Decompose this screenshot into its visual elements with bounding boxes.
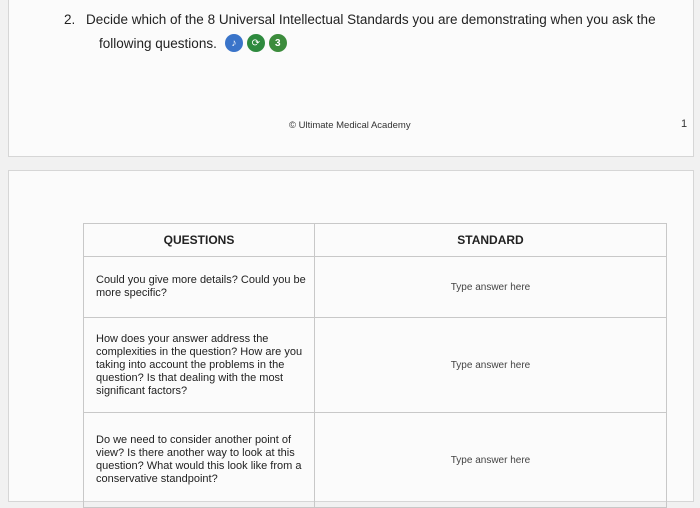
question-number: 2. [64,12,76,27]
page-1 [8,0,694,157]
question-text-2: following questions. [99,35,217,51]
question-cell: Could you give more details? Could you be more specific? [84,257,315,318]
question-text: Decide which of the 8 Universal Intellectual Standards you are demonstrating when you ask the [86,12,656,27]
table-row [84,257,667,318]
table-header-row [84,224,667,257]
answer-field[interactable]: Type answer here [315,257,667,318]
page-number: 1 [681,118,688,130]
table-row [84,318,667,413]
table-row [84,413,667,508]
audio-icon[interactable]: ♪ [225,34,243,52]
copyright: © Ultimate Medical Academy [289,120,411,131]
page-2 [8,170,694,502]
header-standard: STANDARD [315,224,667,257]
answer-field[interactable]: Type answer here [315,413,667,508]
badge-icon[interactable]: 3 [269,34,287,52]
question-line-1 [64,8,656,31]
standards-table [83,223,667,508]
question-line-2 [99,34,287,52]
question-cell: Do we need to consider another point of view? Is there another way to look at this question? What would this look like from a conservative standpoint? [84,413,315,508]
answer-field[interactable]: Type answer here [315,318,667,413]
refresh-icon[interactable]: ⟳ [247,34,265,52]
header-questions: QUESTIONS [84,224,315,257]
question-cell: How does your answer address the complexities in the question? How are you taking into account the problems in the question? Is that dealing with the most significant factors? [84,318,315,413]
